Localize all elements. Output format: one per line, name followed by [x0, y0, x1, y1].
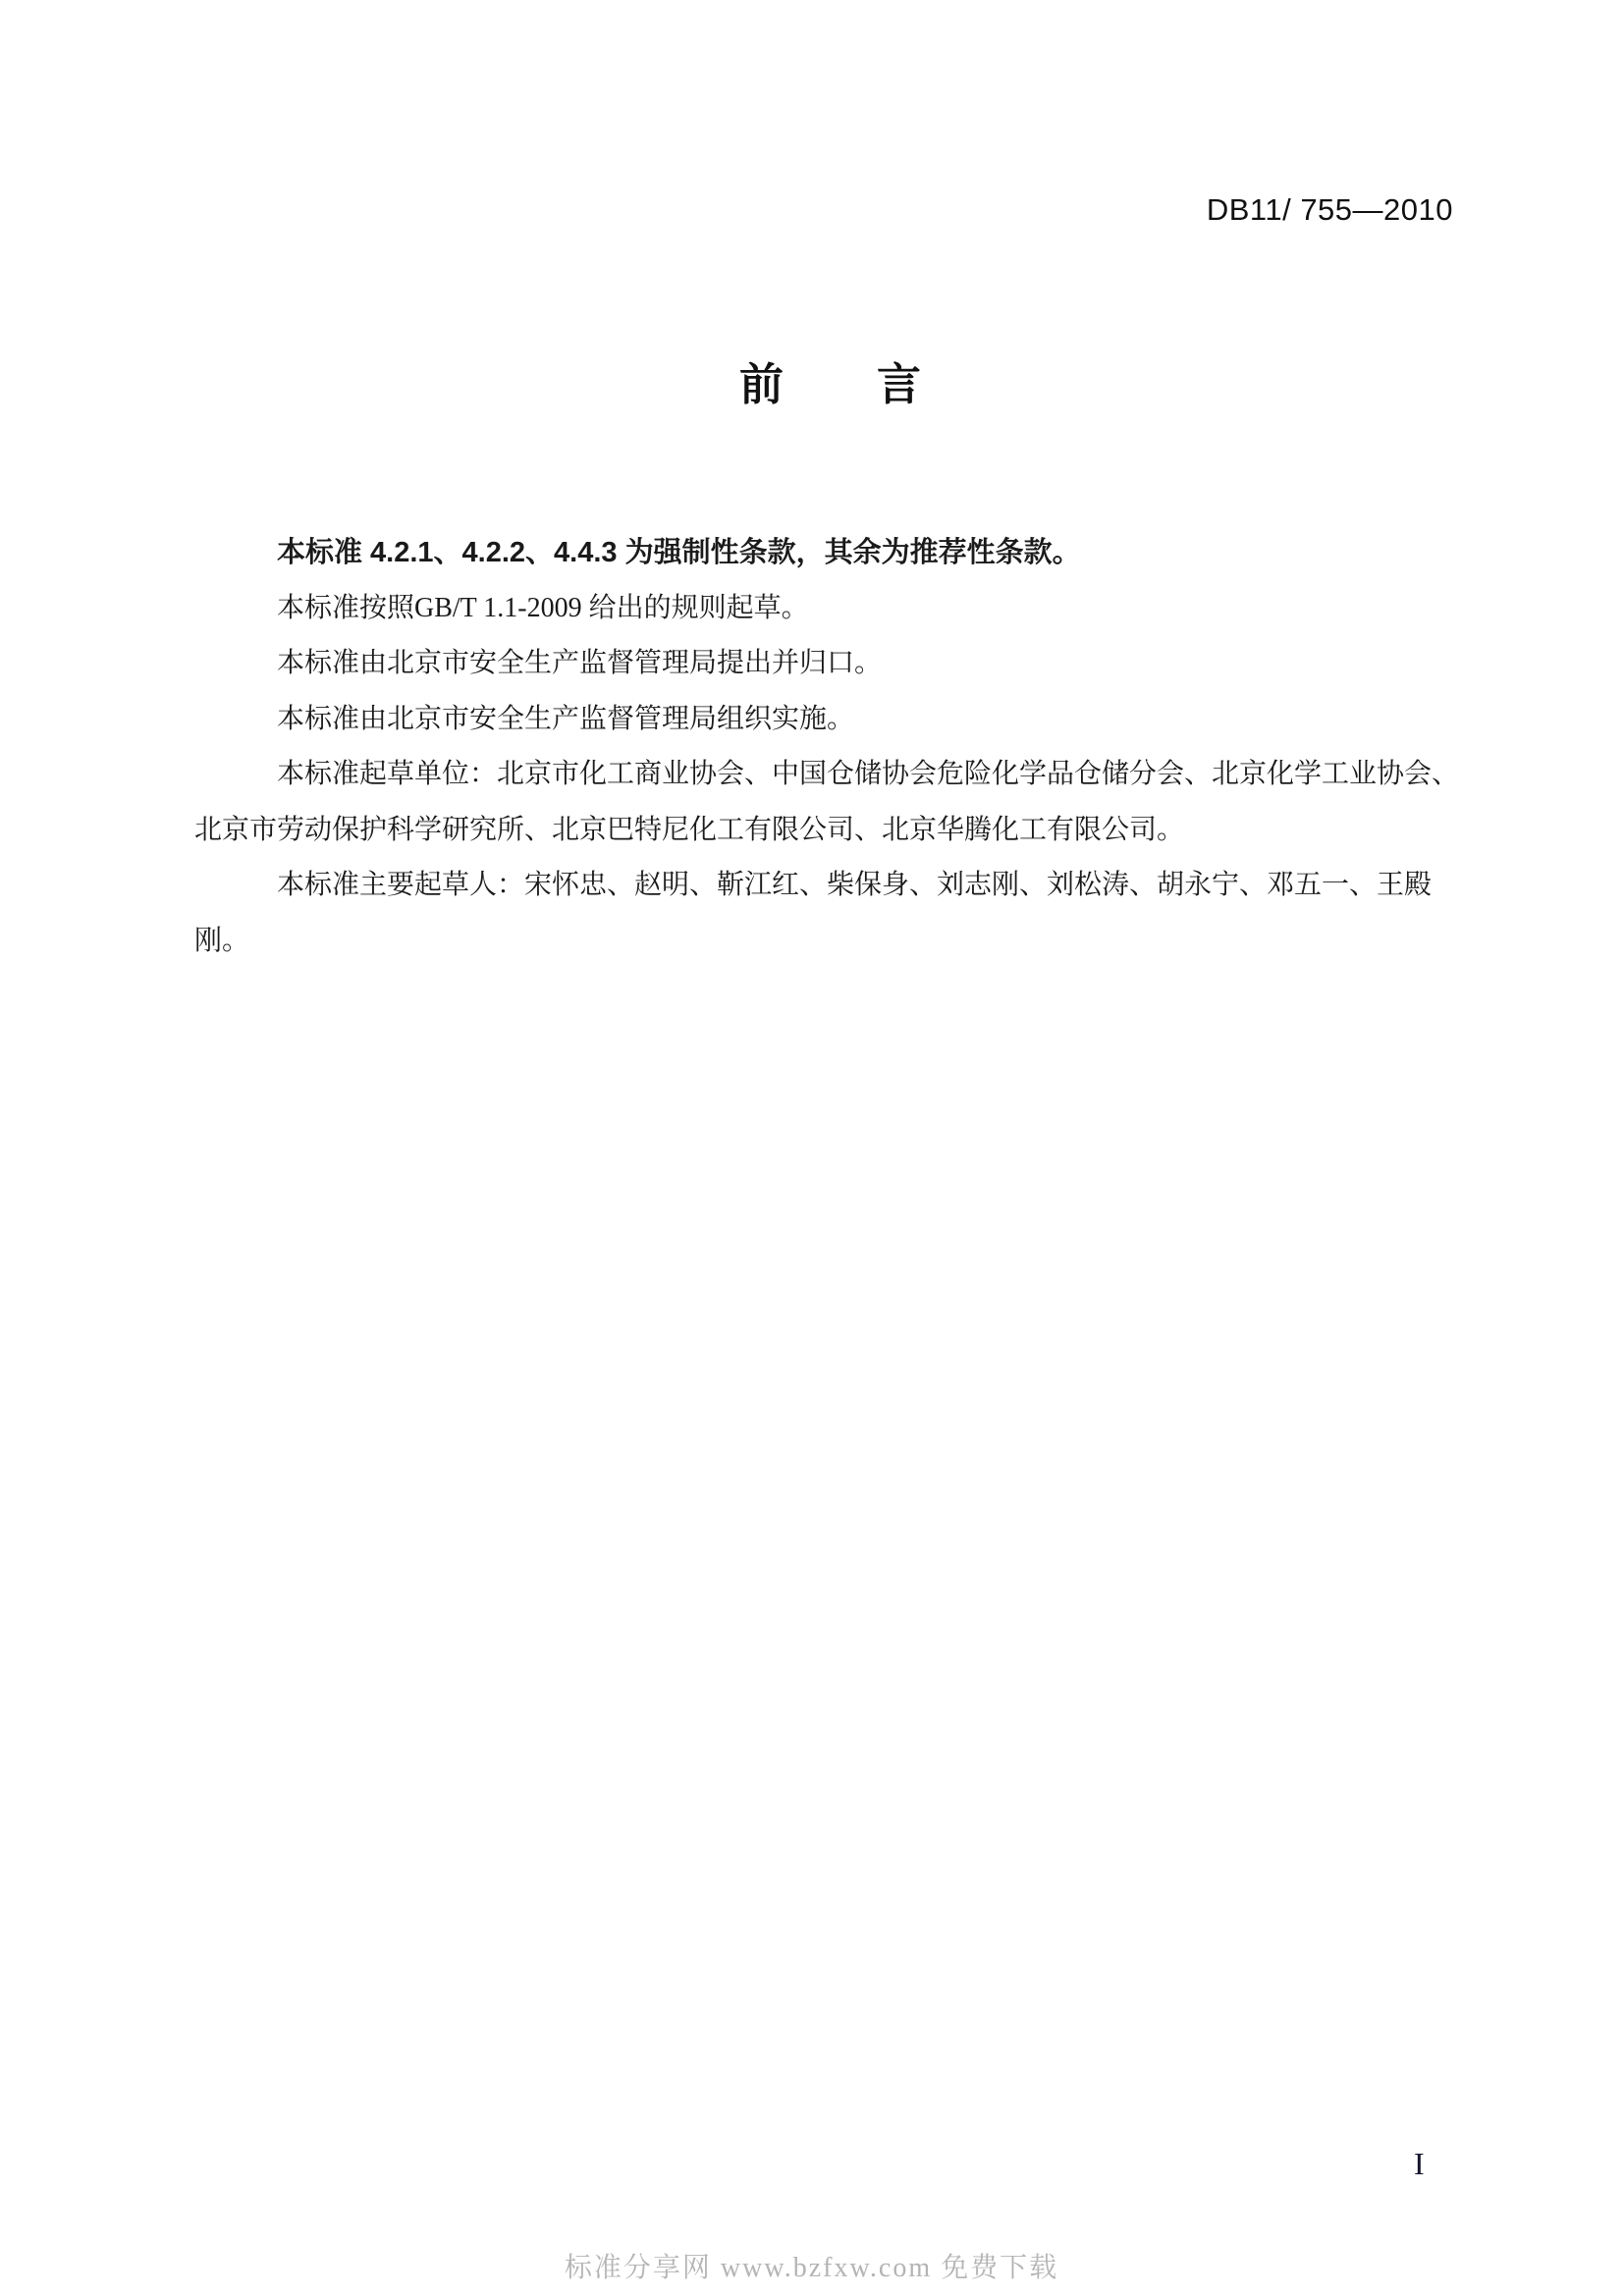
title-char-second: 言 — [877, 359, 922, 409]
paragraph-line: 本标准 4.2.1、4.2.2、4.4.3 为强制性条款，其余为推荐性条款。 — [277, 537, 1081, 568]
standard-number: DB11/ 755—2010 — [1206, 192, 1453, 227]
title-char-first: 前 — [738, 359, 784, 409]
paragraph-line: 本标准主要起草人：宋怀忠、赵明、靳江红、柴保身、刘志刚、刘松涛、胡永宁、邓五一、王殿 — [277, 870, 1433, 900]
paragraph-line: 本标准由北京市安全生产监督管理局提出并归口。 — [277, 648, 883, 678]
paragraph-line: 本标准起草单位：北京市化工商业协会、中国仓储协会危险化学品仓储分会、北京化学工业协会、 — [277, 759, 1460, 789]
foreword-body — [194, 525, 1500, 969]
page-title — [0, 359, 1623, 410]
paragraph-line: 刚。 — [194, 925, 250, 956]
paragraph-line: 本标准由北京市安全生产监督管理局组织实施。 — [277, 703, 855, 734]
paragraph-line: 北京市劳动保护科学研究所、北京巴特尼化工有限公司、北京华腾化工有限公司。 — [194, 814, 1185, 845]
page-number: I — [1414, 2146, 1425, 2181]
paragraph-line: 本标准按照GB/T 1.1-2009 给出的规则起草。 — [277, 592, 809, 623]
watermark-text: 标准分享网 www.bzfxw.com 免费下载 — [564, 2253, 1059, 2283]
